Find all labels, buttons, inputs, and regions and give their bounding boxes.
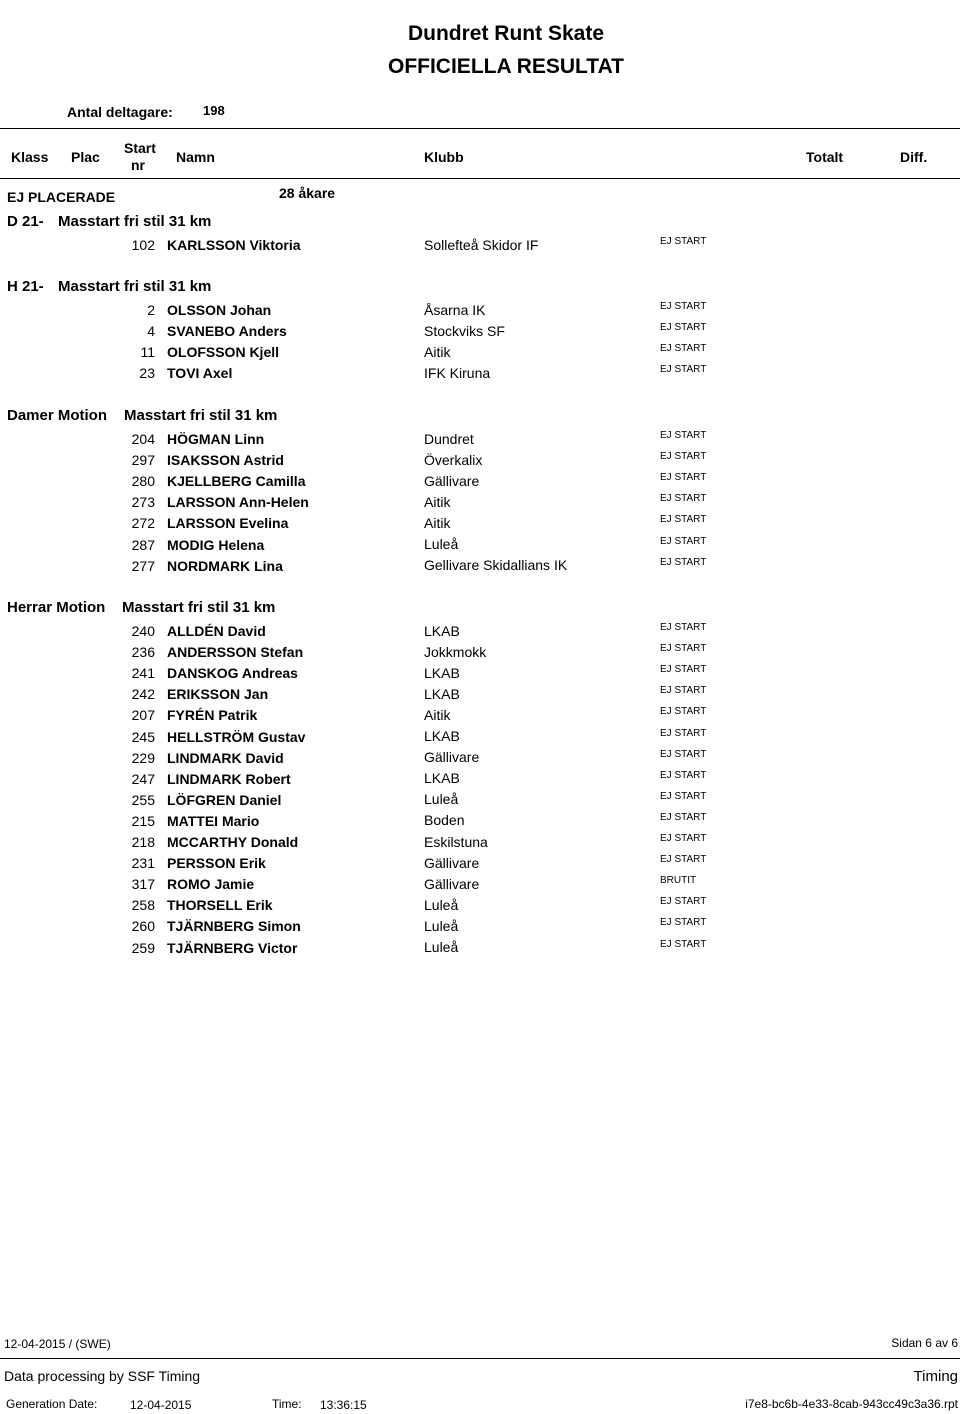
athlete-name: HELLSTRÖM Gustav: [167, 728, 306, 745]
status-label: EJ START: [660, 301, 707, 312]
club-name: Luleå: [424, 791, 459, 808]
athlete-name: OLOFSSON Kjell: [167, 344, 280, 361]
header-divider-bottom: [0, 178, 960, 179]
club-name: Boden: [424, 812, 465, 829]
column-header-start: Start: [124, 140, 156, 156]
status-label: EJ START: [660, 451, 707, 463]
status-label: EJ START: [660, 343, 707, 355]
athlete-name: MODIG Helena: [167, 536, 265, 553]
status-label: EJ START: [660, 556, 707, 568]
status-label: EJ START: [660, 706, 707, 718]
start-number: 260: [131, 918, 155, 935]
athlete-name: ANDERSSON Stefan: [167, 644, 304, 661]
club-name: Luleå: [424, 896, 459, 913]
athlete-name: ROMO Jamie: [167, 876, 255, 893]
footer-date: 12-04-2015 / (SWE): [4, 1337, 111, 1351]
club-name: Luleå: [424, 939, 459, 955]
club-name: Aitik: [424, 493, 451, 510]
athlete-name: OLSSON Johan: [167, 302, 272, 318]
column-header-nr: nr: [131, 157, 145, 173]
status-label: EJ START: [660, 790, 707, 802]
participants-count: 198: [203, 103, 225, 118]
athlete-name: ERIKSSON Jan: [167, 686, 269, 703]
club-name: Gällivare: [424, 749, 480, 766]
status-label: EJ START: [660, 854, 707, 866]
start-number: 273: [131, 494, 155, 511]
column-header-klass: Klass: [11, 149, 49, 165]
report-subtitle: OFFICIELLA RESULTAT: [387, 55, 625, 78]
athlete-name: SVANEBO Anders: [167, 323, 287, 340]
club-name: Dundret: [424, 430, 474, 447]
section-race: Masstart fri stil 31 km: [122, 599, 276, 616]
status-label: EJ START: [660, 685, 707, 697]
start-number: 255: [131, 791, 155, 808]
start-number: 229: [131, 749, 155, 766]
status-label: EJ START: [660, 322, 707, 334]
start-number: 2: [147, 302, 155, 318]
status-label: EJ START: [660, 727, 707, 739]
start-number: 280: [131, 473, 155, 490]
athlete-name: LÖFGREN Daniel: [167, 791, 282, 808]
club-name: LKAB: [424, 664, 460, 681]
status-label: EJ START: [660, 535, 707, 547]
status-label: EJ START: [660, 811, 707, 823]
athlete-name: HÖGMAN Linn: [167, 431, 265, 447]
athlete-name: TOVI Axel: [167, 365, 233, 382]
club-name: Gällivare: [424, 854, 480, 871]
club-name: Aitik: [424, 343, 451, 360]
club-name: Eskilstuna: [424, 833, 488, 850]
club-name: Luleå: [424, 536, 459, 552]
club-name: LKAB: [424, 728, 460, 744]
start-number: 277: [131, 557, 155, 574]
athlete-name: LINDMARK Robert: [167, 770, 291, 787]
column-header-totalt: Totalt: [806, 149, 844, 165]
group-label: EJ PLACERADE: [7, 189, 116, 205]
club-name: Aitik: [424, 706, 451, 723]
section-class: Herrar Motion: [7, 599, 106, 616]
athlete-name: MCCARTHY Donald: [167, 834, 299, 850]
club-name: LKAB: [424, 770, 460, 787]
start-number: 23: [139, 365, 155, 382]
start-number: 259: [131, 939, 155, 956]
section-race: Masstart fri stil 31 km: [58, 213, 212, 230]
section-class: Damer Motion: [7, 407, 108, 424]
status-label: EJ START: [660, 472, 707, 484]
start-number: 247: [131, 770, 155, 787]
athlete-name: ALLDÉN David: [167, 623, 266, 639]
athlete-name: KJELLBERG Camilla: [167, 473, 306, 490]
athlete-name: LINDMARK David: [167, 749, 284, 766]
status-label: EJ START: [660, 430, 707, 441]
start-number: 218: [131, 834, 155, 850]
status-label: EJ START: [660, 664, 707, 676]
athlete-name: KARLSSON Viktoria: [167, 237, 301, 253]
status-label: EJ START: [660, 643, 707, 655]
footer-timing-logo: Timing: [913, 1368, 958, 1385]
start-number: 215: [131, 812, 155, 829]
footer-generation-label: Generation Date:: [6, 1397, 98, 1411]
athlete-name: PERSSON Erik: [167, 855, 266, 872]
start-number: 242: [131, 686, 155, 703]
column-header-plac: Plac: [71, 149, 100, 165]
footer-file-id: i7e8-bc6b-4e33-8cab-943cc49c3a36.rpt: [745, 1397, 958, 1411]
start-number: 287: [131, 536, 155, 553]
footer-time-value: 13:36:15: [320, 1398, 367, 1412]
report-title: Dundret Runt Skate: [407, 22, 604, 45]
status-label: EJ START: [660, 364, 707, 376]
start-number: 240: [131, 623, 155, 639]
athlete-name: MATTEI Mario: [167, 812, 260, 829]
club-name: Gellivare Skidallians IK: [424, 557, 568, 574]
athlete-name: LARSSON Evelina: [167, 515, 289, 532]
status-label: EJ START: [660, 938, 707, 950]
start-number: 4: [147, 323, 155, 340]
status-label: EJ START: [660, 514, 707, 526]
status-label: EJ START: [660, 917, 707, 929]
header-divider-top: [0, 128, 960, 129]
column-header-diff: Diff.: [900, 149, 928, 165]
status-label: EJ START: [660, 833, 707, 844]
athlete-name: TJÄRNBERG Simon: [167, 918, 301, 935]
start-number: 102: [131, 237, 155, 253]
athlete-name: DANSKOG Andreas: [167, 665, 298, 682]
footer-divider: [0, 1358, 960, 1359]
start-number: 207: [131, 707, 155, 724]
start-number: 317: [131, 876, 155, 893]
status-label: EJ START: [660, 896, 707, 908]
section-class: D 21-: [7, 213, 44, 230]
club-name: Aitik: [424, 514, 451, 531]
club-name: Gällivare: [424, 875, 480, 892]
group-count: 28 åkare: [279, 185, 336, 201]
section-race: Masstart fri stil 31 km: [124, 407, 278, 424]
start-number: 245: [131, 728, 155, 745]
club-name: LKAB: [424, 622, 460, 639]
club-name: IFK Kiruna: [424, 364, 491, 381]
start-number: 231: [131, 855, 155, 872]
start-number: 258: [131, 897, 155, 914]
athlete-name: ISAKSSON Astrid: [167, 452, 284, 469]
club-name: LKAB: [424, 685, 460, 702]
footer-page: Sidan 6 av 6: [891, 1336, 958, 1350]
start-number: 297: [131, 452, 155, 469]
start-number: 241: [131, 665, 155, 682]
start-number: 272: [131, 515, 155, 532]
section-race: Masstart fri stil 31 km: [58, 278, 212, 295]
club-name: Stockviks SF: [424, 322, 505, 339]
start-number: 236: [131, 644, 155, 661]
athlete-name: NORDMARK Lina: [167, 557, 283, 574]
status-label: EJ START: [660, 769, 707, 781]
club-name: Jokkmokk: [424, 643, 487, 660]
participants-label: Antal deltagare:: [67, 104, 173, 120]
column-header-namn: Namn: [176, 149, 215, 165]
start-number: 204: [131, 431, 155, 447]
club-name: Sollefteå Skidor IF: [424, 236, 539, 253]
footer-time-label: Time:: [272, 1397, 302, 1411]
start-number: 11: [140, 344, 155, 361]
club-name: Luleå: [424, 917, 459, 934]
section-class: H 21-: [7, 278, 44, 295]
club-name: Åsarna IK: [424, 301, 486, 318]
footer-generation-date: 12-04-2015: [130, 1398, 192, 1412]
club-name: Gällivare: [424, 472, 480, 489]
status-label: EJ START: [660, 493, 707, 505]
club-name: Överkalix: [424, 451, 483, 468]
status-label: EJ START: [660, 748, 707, 760]
athlete-name: FYRÉN Patrik: [167, 707, 258, 724]
column-header-klubb: Klubb: [424, 149, 464, 165]
footer-processing: Data processing by SSF Timing: [4, 1368, 201, 1384]
status-label: EJ START: [660, 236, 707, 247]
athlete-name: LARSSON Ann-Helen: [167, 494, 309, 511]
status-label: EJ START: [660, 622, 707, 633]
athlete-name: TJÄRNBERG Victor: [167, 939, 298, 956]
athlete-name: THORSELL Erik: [167, 897, 273, 914]
status-label: BRUTIT: [660, 875, 697, 887]
